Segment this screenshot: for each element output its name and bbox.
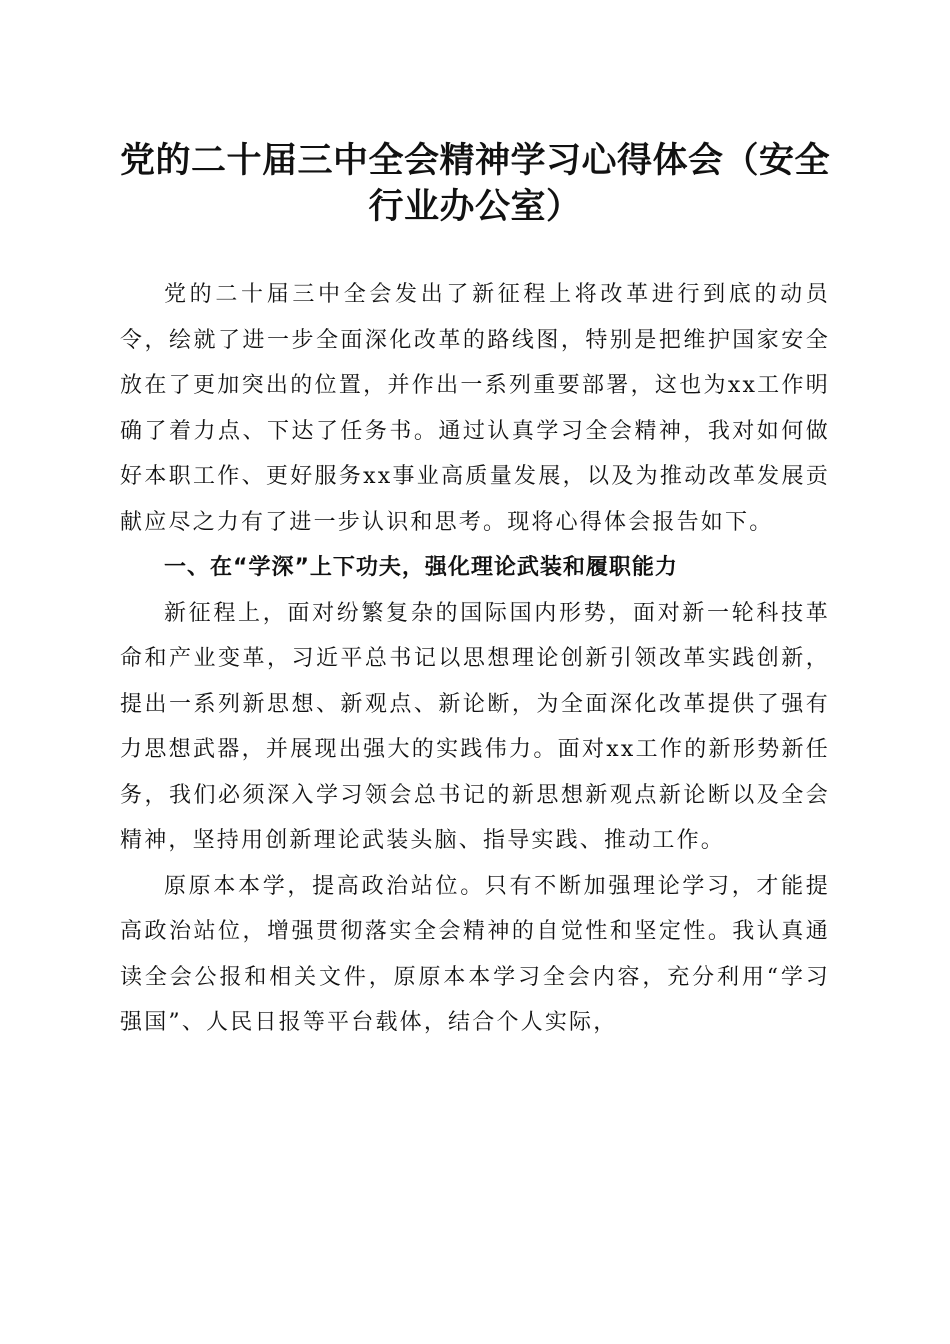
section-1-paragraph-2: 原原本本学，提高政治站位。只有不断加强理论学习，才能提高政治站位，增强贯彻落实全会精神的自觉性和坚定性。我认真通读全会公报和相关文件，原原本本学习全会内容，充分利用“学习强国”、人民日报等平台载体，结合个人实际，: [120, 873, 830, 1035]
intro-paragraph: 党的二十届三中全会发出了新征程上将改革进行到底的动员令，绘就了进一步全面深化改革的路线图，特别是把维护国家安全放在了更加突出的位置，并作出一系列重要部署，这也为xx工作明确了着力点、下达了任务书。通过认真学习全会精神，我对如何做好本职工作、更好服务xx事业高质量发展，以及为推动改革发展贡献应尽之力有了进一步认识和思考。现将心得体会报告如下。: [120, 282, 830, 535]
section-heading-1: 一、在“学深”上下功夫，强化理论武装和履职能力: [164, 555, 678, 580]
section-1-paragraph-1: 新征程上，面对纷繁复杂的国际国内形势，面对新一轮科技革命和产业变革，习近平总书记以思想理论创新引领改革实践创新，提出一系列新思想、新观点、新论断，为全面深化改革提供了强有力思想武器，并展现出强大的实践伟力。面对xx工作的新形势新任务，我们必须深入学习领会总书记的新思想新观点新论断以及全会精神，坚持用创新理论武装头脑、指导实践、推动工作。: [120, 600, 830, 853]
document-title: [110, 138, 840, 230]
title-line-1: 党的二十届三中全会精神学习心得体会（安全: [119, 141, 830, 181]
title-line-2: 行业办公室）: [368, 187, 582, 227]
document-body: [120, 272, 830, 1046]
